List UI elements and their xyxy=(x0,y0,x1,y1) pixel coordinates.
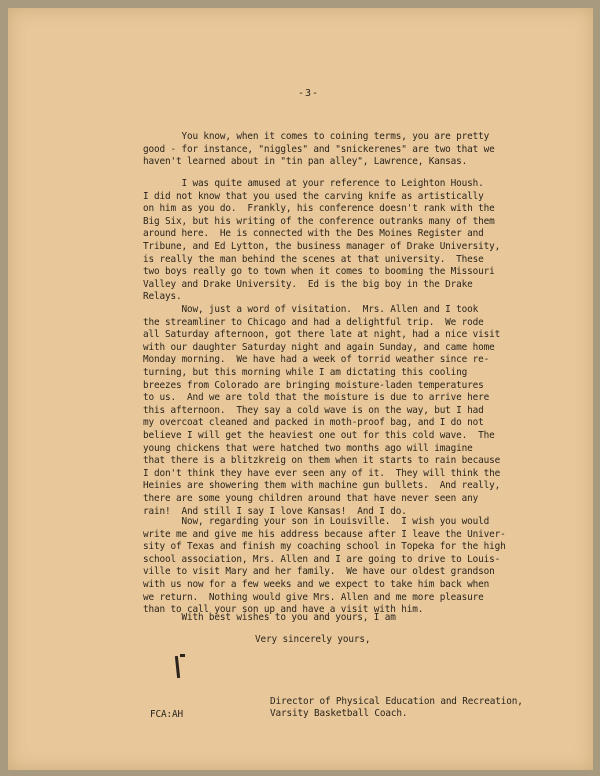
signature-title-line-1: Director of Physical Education and Recreation, xyxy=(270,696,523,707)
text-line: write me and give me his address because after I leave the Univer- xyxy=(143,528,506,540)
text-line: With best wishes to you and yours, I am xyxy=(143,612,396,623)
letter-page xyxy=(8,8,593,770)
text-line: Relays. xyxy=(143,291,182,303)
text-line: that there is a blitzkreig on them when it starts to rain because xyxy=(143,455,501,467)
text-line: around here. He is connected with the Des Moines Register and xyxy=(143,228,484,240)
text-line: there are some young children around that have never seen any xyxy=(143,492,479,504)
text-line: this afternoon. They say a cold wave is on the way, but I had xyxy=(143,404,484,416)
text-line: rain! And still I say I love Kansas! And I do. xyxy=(143,505,407,517)
text-line: all Saturday afternoon, got there late at night, had a nice visit xyxy=(143,329,501,341)
paragraph-best-wishes xyxy=(143,612,396,625)
text-line: my overcoat cleaned and packed in moth-proof bag, and I do not xyxy=(143,417,484,429)
text-line: believe I will get the heaviest one out for this cold wave. The xyxy=(143,429,495,441)
text-line: breezes from Colorado are bringing moisture-laden temperatures xyxy=(143,379,484,391)
page-number: -3- xyxy=(298,88,320,99)
paragraph-coining-terms xyxy=(143,131,495,169)
text-line: haven't learned about in "tin pan alley", Lawrence, Kansas. xyxy=(143,156,468,168)
text-line: than to call your son up and have a visit with him. xyxy=(143,604,424,616)
signature-title-line-2: Varsity Basketball Coach. xyxy=(270,708,408,719)
text-line: with us now for a few weeks and we expect to take him back when xyxy=(143,578,490,590)
text-line: Valley and Drake University. Ed is the big boy in the Drake xyxy=(143,278,473,290)
paragraph-leighton-housh xyxy=(143,178,500,304)
complimentary-close: Very sincerely yours, xyxy=(255,634,371,645)
text-line: with our daughter Saturday night and again Sunday, and came home xyxy=(143,341,495,353)
paragraph-son-in-louisville xyxy=(143,516,506,617)
paragraph-visitation xyxy=(143,304,500,518)
text-line: to us. And we are told that the moisture is due to arrive here xyxy=(143,392,490,404)
text-line: young chickens that were hatched two months ago will imagine xyxy=(143,442,473,454)
text-line: sity of Texas and finish my coaching school in Topeka for the high xyxy=(143,541,506,553)
text-line: two boys really go to town when it comes to booming the Missouri xyxy=(143,266,495,278)
text-line: I was quite amused at your reference to Leighton Housh. xyxy=(143,178,484,189)
text-line: Heinies are showering them with machine gun bullets. And really, xyxy=(143,480,501,492)
text-line: You know, when it comes to coining terms, you are pretty xyxy=(143,131,490,142)
text-line: turning, but this morning while I am dictating this cooling xyxy=(143,366,468,378)
text-line: school association, Mrs. Allen and I are going to drive to Louis- xyxy=(143,553,501,565)
text-line: Now, just a word of visitation. Mrs. Allen and I took xyxy=(143,304,479,315)
signature-mark-tick xyxy=(180,654,185,657)
text-line: good - for instance, "niggles" and "snickerenes" are two that we xyxy=(143,143,495,155)
text-line: we return. Nothing would give Mrs. Allen and me more pleasure xyxy=(143,591,484,603)
text-line: on him as you do. Frankly, his conference doesn't rank with the xyxy=(143,203,495,215)
text-line: Tribune, and Ed Lytton, the business manager of Drake University, xyxy=(143,240,501,252)
text-line: the streamliner to Chicago and had a delightful trip. We rode xyxy=(143,316,484,328)
text-line: Big Six, but his writing of the conference outranks many of them xyxy=(143,215,495,227)
text-line: I did not know that you used the carving knife as artistically xyxy=(143,190,484,202)
text-line: Monday morning. We have had a week of torrid weather since re- xyxy=(143,354,490,366)
signature-mark xyxy=(175,656,180,678)
text-line: Now, regarding your son in Louisville. I wish you would xyxy=(143,516,490,527)
typist-initials: FCA:AH xyxy=(150,709,183,720)
text-line: ville to visit Mary and her family. We have our oldest grandson xyxy=(143,566,495,578)
text-line: is really the man behind the scenes at that university. These xyxy=(143,253,484,265)
text-line: I don't think they have ever seen any of it. They will think the xyxy=(143,467,501,479)
